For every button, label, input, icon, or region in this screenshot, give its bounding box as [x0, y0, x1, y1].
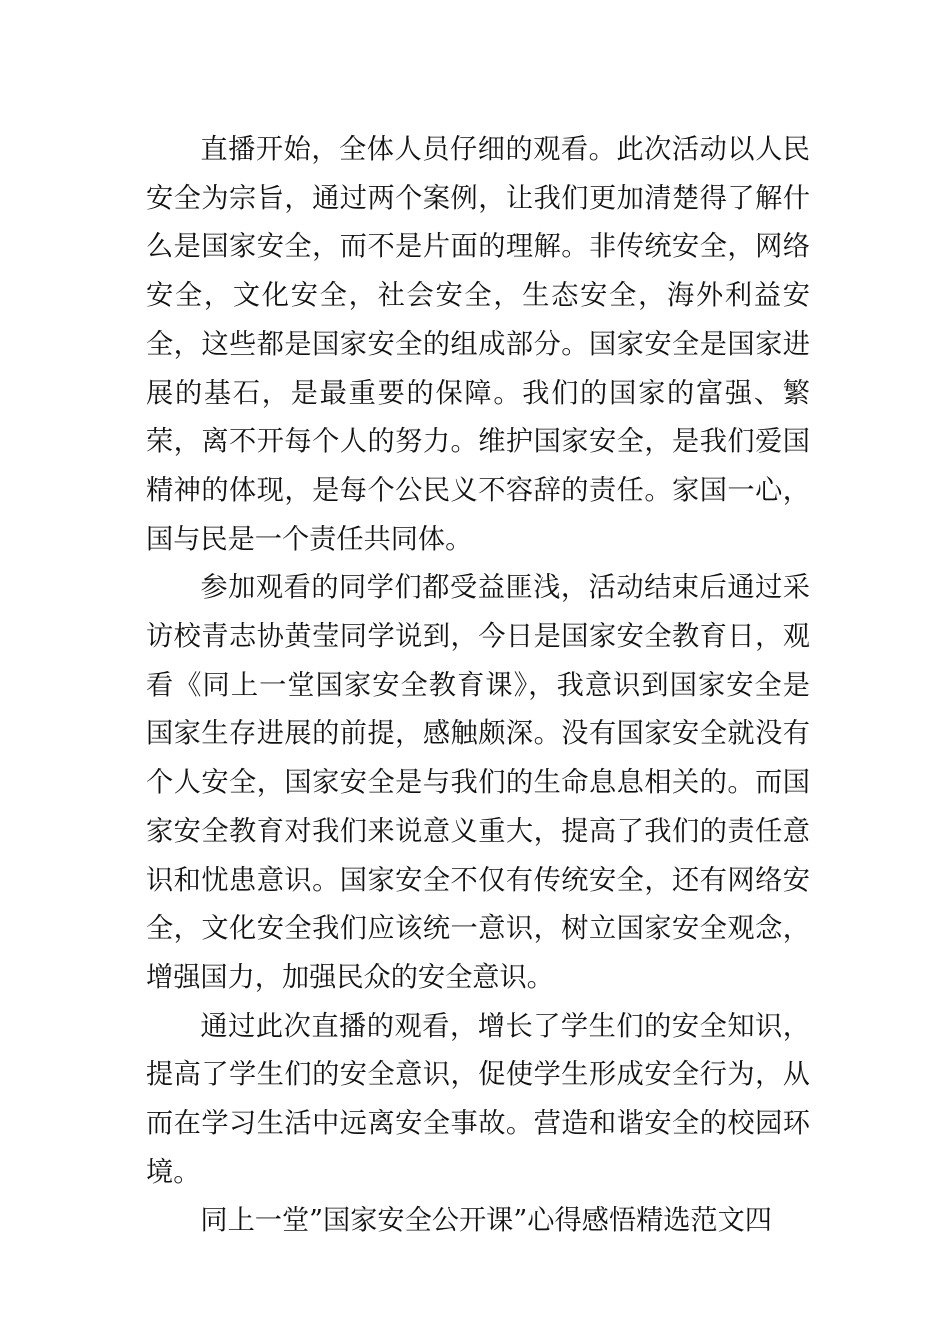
section-heading: 同上一堂”国家安全公开课”心得感悟精选范文四 [200, 1205, 772, 1237]
document-body [146, 126, 810, 1246]
paragraph-2: 参加观看的同学们都受益匪浅，活动结束后通过采访校青志协黄莹同学说到，今日是国家安全教育日，观看《同上一堂国家安全教育课》，我意识到国家安全是国家生存进展的前提，感触颇深。没有国家安全就没有个人安全，国家安全是与我们的生命息息相关的。而国家安全教育对我们来说意义重大，提高了我们的责任意识和忧患意识。国家安全不仅有传统安全，还有网络安全，文化安全我们应该统一意识，树立国家安全观念，增强国力，加强民众的安全意识。 [146, 572, 810, 993]
paragraph-1: 直播开始，全体人员仔细的观看。此次活动以人民安全为宗旨，通过两个案例，让我们更加清楚得了解什么是国家安全，而不是片面的理解。非传统安全，网络安全，文化安全，社会安全，生态安全，海外利益安全，这些都是国家安全的组成部分。国家安全是国家进展的基石，是最重要的保障。我们的国家的富强、繁荣，离不开每个人的努力。维护国家安全，是我们爱国精神的体现，是每个公民义不容辞的责任。家国一心，国与民是一个责任共同体。 [146, 134, 810, 555]
paragraph-3: 通过此次直播的观看，增长了学生们的安全知识，提高了学生们的安全意识，促使学生形成安全行为，从而在学习生活中远离安全事故。营造和谐安全的校园环境。 [146, 1010, 810, 1188]
